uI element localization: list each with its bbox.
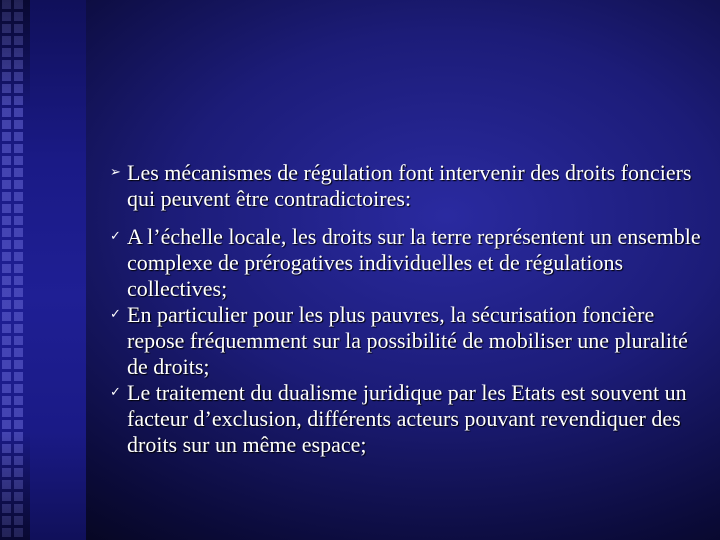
bullet-text: Le traitement du dualisme juridique par les Etats est souvent un facteur d’exclusion, différents acteurs pouvant revendiquer des droits sur un même espace; (127, 380, 687, 457)
bullet-text: En particulier pour les plus pauvres, la sécurisation foncière repose fréquemment sur la possibilité de mobiliser une pluralité de droits; (127, 302, 688, 379)
bullet-text: Les mécanismes de régulation font intervenir des droits fonciers qui peuvent être contradictoires: (127, 160, 692, 211)
bullet-item (110, 224, 710, 302)
side-strip (0, 0, 86, 540)
decorative-squares-fade (0, 0, 30, 540)
bullet-item (110, 380, 710, 458)
bullet-list (110, 160, 710, 458)
checkmark-icon: ✓ (110, 385, 121, 400)
bullet-item (110, 302, 710, 380)
bullet-text: A l’échelle locale, les droits sur la terre représentent un ensemble complexe de prérogatives individuelles et de régulations collectives; (127, 224, 701, 301)
checkmark-icon: ✓ (110, 229, 121, 244)
checkmark-icon: ✓ (110, 307, 121, 322)
arrowhead-icon: ➢ (110, 165, 121, 180)
bullet-item (110, 160, 710, 212)
